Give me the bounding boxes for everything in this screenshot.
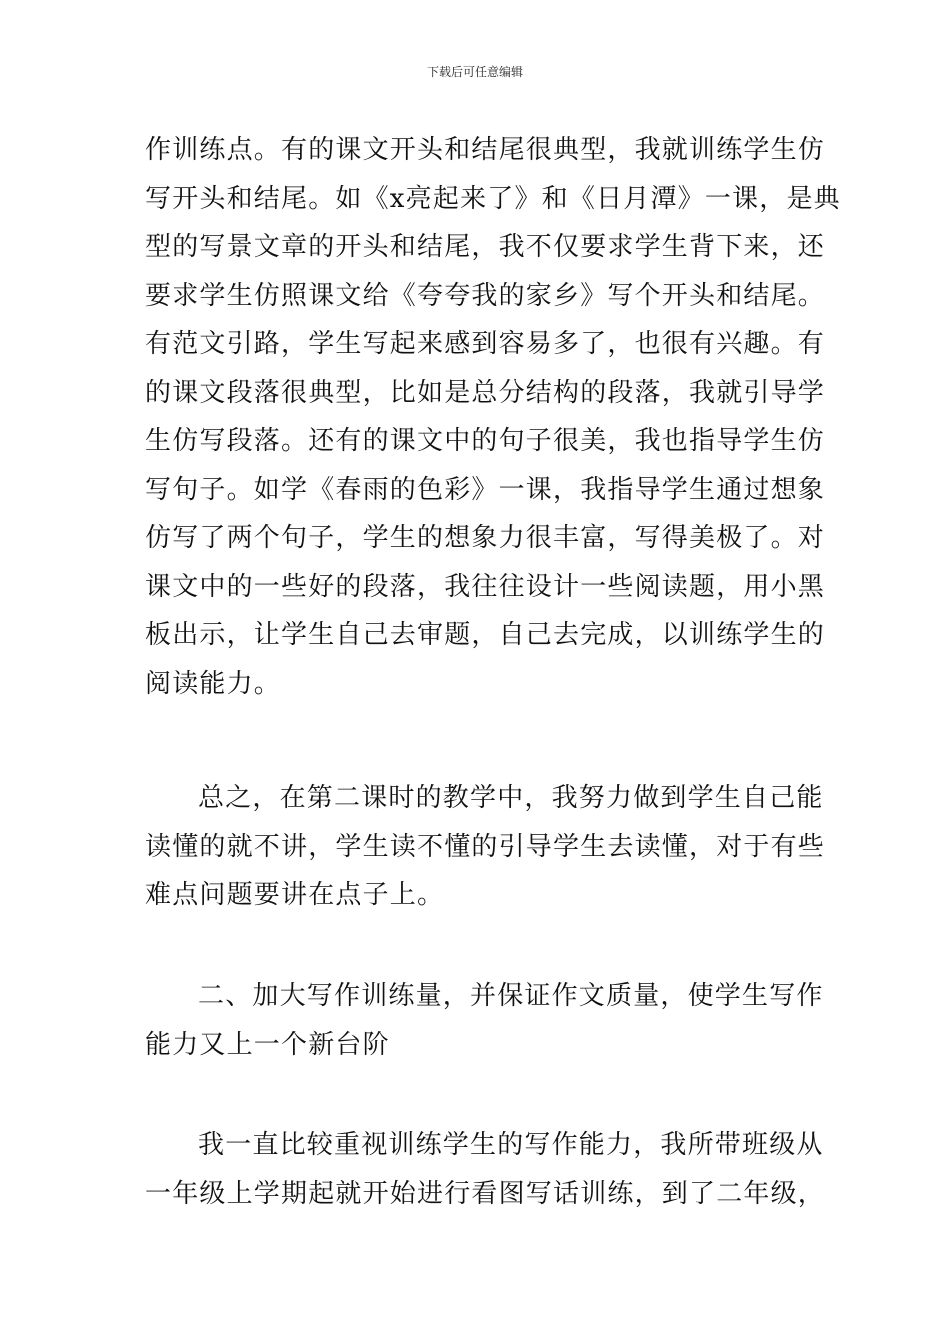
text-line: 一年级上学期起就开始进行看图写话训练，到了二年级， — [145, 1178, 826, 1209]
text-line: 仿写了两个句子，学生的想象力很丰富，写得美极了。对 — [145, 523, 826, 553]
text-line: 我一直比较重视训练学生的写作能力，我所带班级从 — [198, 1130, 824, 1160]
text-line: 课文中的一些好的段落，我往往设计一些阅读题，用小黑 — [145, 571, 826, 602]
text-line: 总之，在第二课时的教学中，我努力做到学生自己能 — [198, 783, 824, 813]
paragraph-writing-practice — [145, 126, 841, 708]
text-line: 作训练点。有的课文开头和结尾很典型，我就训练学生仿 — [145, 135, 826, 165]
paragraph-writing-ability — [145, 1121, 826, 1218]
text-line: 写开头和结尾。如《x亮起来了》和《日月潭》一课，是典 — [145, 183, 841, 214]
text-line: 型的写景文章的开头和结尾，我不仅要求学生背下来，还 — [145, 232, 826, 262]
paragraph-summary — [145, 774, 826, 920]
text-line: 要求学生仿照课文给《夸夸我的家乡》写个开头和结尾。 — [145, 280, 826, 311]
text-line: 有范文引路，学生写起来感到容易多了，也很有兴趣。有 — [145, 329, 826, 359]
text-line: 的课文段落很典型，比如是总分结构的段落，我就引导学 — [145, 377, 826, 408]
text-line: 生仿写段落。还有的课文中的句子很美，我也指导学生仿 — [145, 426, 826, 456]
text-line: 二、加大写作训练量，并保证作文质量，使学生写作 — [198, 981, 824, 1011]
text-line: 板出示，让学生自己去审题，自己去完成，以训练学生的 — [145, 620, 826, 650]
text-line: 读懂的就不讲，学生读不懂的引导学生去读懂，对于有些 — [145, 831, 826, 862]
text-line: 难点问题要讲在点子上。 — [145, 880, 445, 910]
text-line: 阅读能力。 — [145, 668, 282, 699]
text-line: 能力又上一个新台阶 — [145, 1029, 390, 1060]
page-header: 下载后可任意编辑 — [426, 65, 523, 79]
section-heading-two — [145, 972, 824, 1069]
text-line: 写句子。如学《春雨的色彩》一课，我指导学生通过想象 — [145, 474, 826, 505]
